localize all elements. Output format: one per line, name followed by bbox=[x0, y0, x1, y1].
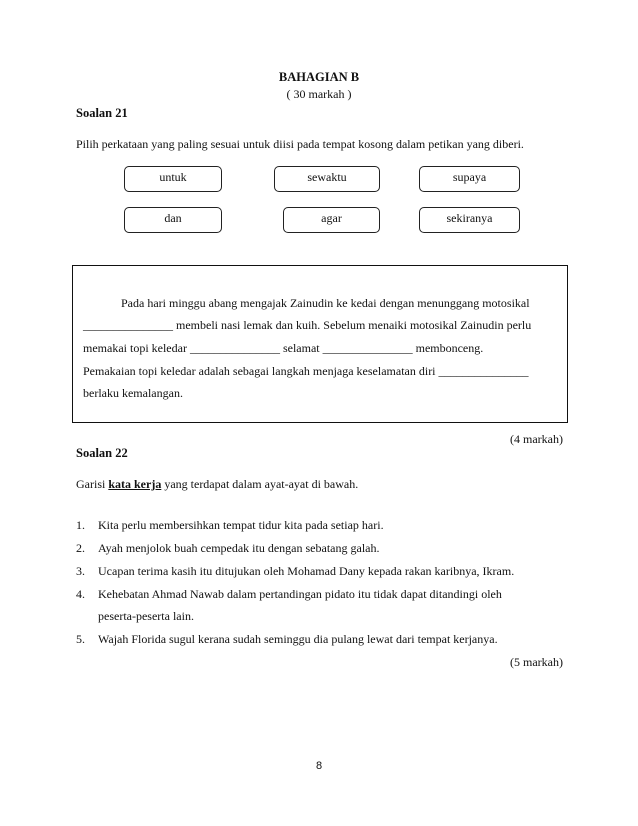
q22-marks: (5 markah) bbox=[510, 655, 563, 669]
item-sentence: Kehebatan Ahmad Nawab dalam pertandingan pidato itu tidak dapat ditandingi oleh bbox=[98, 587, 502, 601]
word-box-sekiranya: sekiranya bbox=[419, 207, 520, 233]
section-marks: ( 30 markah ) bbox=[286, 87, 352, 101]
word-box-dan: dan bbox=[124, 207, 222, 233]
passage-box bbox=[72, 265, 568, 423]
item-number: 3. bbox=[76, 564, 85, 578]
item-sentence: Wajah Florida sugul kerana sudah seminggu dia pulang lewat dari tempat kerjanya. bbox=[98, 632, 498, 646]
q21-instruction: Pilih perkataan yang paling sesuai untuk diisi pada tempat kosong dalam petikan yang diberi. bbox=[76, 137, 524, 151]
q22-instruction-keyword: kata kerja bbox=[108, 477, 162, 491]
q22-heading: Soalan 22 bbox=[76, 446, 128, 460]
q22-instruction-prefix: Garisi bbox=[76, 477, 109, 491]
word-box-untuk: untuk bbox=[124, 166, 222, 192]
q21-marks: (4 markah) bbox=[510, 432, 563, 446]
passage-line: Pada hari minggu abang mengajak Zainudin ke kedai dengan menunggang motosikal bbox=[121, 296, 530, 310]
page-number: 8 bbox=[315, 760, 323, 772]
passage-line: berlaku kemalangan. bbox=[83, 386, 183, 400]
item-sentence: Kita perlu membersihkan tempat tidur kita pada setiap hari. bbox=[98, 518, 384, 532]
item-sentence-continued: peserta-peserta lain. bbox=[98, 609, 194, 623]
word-box-sewaktu: sewaktu bbox=[274, 166, 380, 192]
passage-line: _______________ membeli nasi lemak dan kuih. Sebelum menaiki motosikal Zainudin perlu bbox=[83, 318, 532, 332]
item-number: 5. bbox=[76, 632, 85, 646]
item-sentence: Ayah menjolok buah cempedak itu dengan sebatang galah. bbox=[98, 541, 380, 555]
q22-instruction bbox=[76, 477, 358, 492]
q22-instruction-suffix: yang terdapat dalam ayat-ayat di bawah. bbox=[161, 477, 359, 491]
passage-line: Pemakaian topi keledar adalah sebagai langkah menjaga keselamatan diri _______________ bbox=[83, 364, 529, 378]
word-box-supaya: supaya bbox=[419, 166, 520, 192]
q21-heading: Soalan 21 bbox=[76, 106, 128, 120]
item-number: 4. bbox=[76, 587, 85, 601]
section-title: BAHAGIAN B bbox=[278, 70, 360, 84]
item-sentence: Ucapan terima kasih itu ditujukan oleh Mohamad Dany kepada rakan karibnya, Ikram. bbox=[98, 564, 515, 578]
item-number: 2. bbox=[76, 541, 85, 555]
word-box-agar: agar bbox=[283, 207, 380, 233]
passage-line: memakai topi keledar _______________ selamat _______________ membonceng. bbox=[83, 341, 484, 355]
item-number: 1. bbox=[76, 518, 85, 532]
